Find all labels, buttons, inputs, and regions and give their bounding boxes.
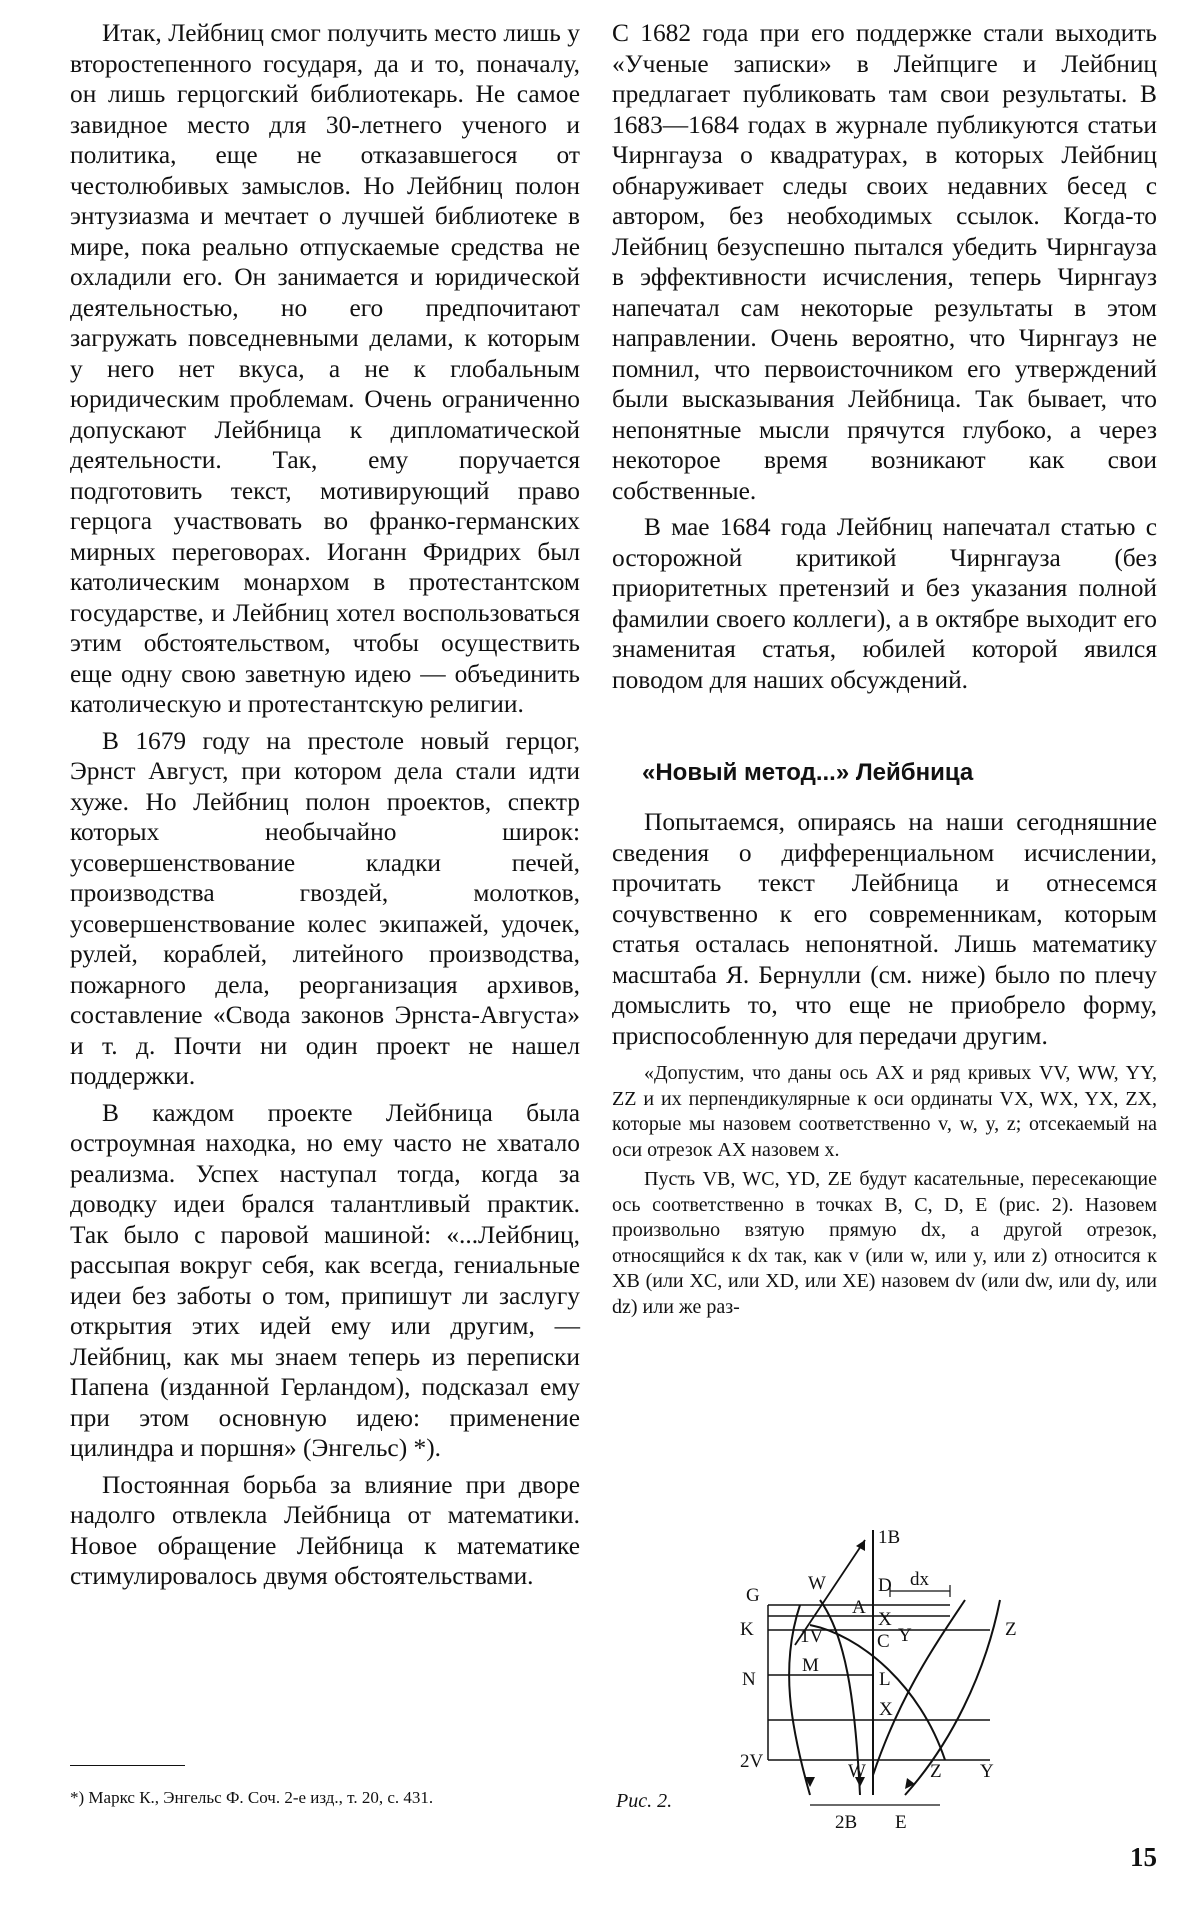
label-dx: dx	[910, 1569, 929, 1590]
footnote: *) Маркс К., Энгельс Ф. Соч. 2-е изд., т. 20, с. 431.	[70, 1788, 434, 1807]
label-w: W	[808, 1573, 826, 1594]
page-number: 15	[1130, 1842, 1157, 1872]
label-g: G	[746, 1585, 760, 1606]
label-l: L	[879, 1669, 891, 1690]
figure-2-diagram	[740, 1525, 1045, 1845]
label-z2: Z	[930, 1761, 942, 1782]
quote-paragraph: «Допустим, что даны ось AX и ряд кривых VV, WW, YY, ZZ и их перпендикулярные к оси ординаты VX, WX, YX, ZX, которые мы назовем соответственно v, w, y, z; отсекаемый на оси отрезок AX назовем x.	[612, 1062, 1157, 1161]
label-e: E	[895, 1812, 907, 1833]
section-heading: «Новый метод...» Лейбница	[642, 759, 974, 786]
figure-caption: Рис. 2.	[616, 1790, 673, 1812]
label-d: D	[878, 1575, 892, 1596]
label-m: M	[802, 1655, 819, 1676]
body-paragraph: В мае 1684 года Лейбниц напечатал статью с осторожной критикой Чирнгауза (без приоритетных претензий и без указания полной фамилии своего коллеги), а в октябре выходит его знаменитая статья, юбилей которой явился поводом для наших обсуждений.	[612, 513, 1157, 694]
label-k: K	[740, 1619, 754, 1640]
label-2v: 2V	[740, 1751, 764, 1772]
arrow-head	[856, 1540, 865, 1551]
label-x1: X	[878, 1609, 892, 1630]
body-paragraph: В 1679 году на престоле новый герцог, Эрнст Август, при котором дела стали идти хуже. Но Лейбниц полон проектов, спектр которых необычайно широк: усовершенствование кладки печей, производства гвоздей, молотков, усовершенствование колес экипажей, удочек, рулей, кораблей, литейного производства, пожарного дела, реорганизация архивов, составление «Свода законов Эрнста-Августа» и т. д. Почти ни один проект не нашел поддержки.	[70, 726, 580, 1090]
body-paragraph: С 1682 года при его поддержке стали выходить «Ученые записки» в Лейпциге и Лейбниц предлагает публиковать там свои результаты. В 1683—1684 годах в журнале публикуются статьи Чирнгауза о квадратурах, в которых Лейбниц обнаруживает следы своих недавних бесед с автором, без необходимых ссылок. Когда-то Лейбниц безуспешно пытался убедить Чирнгауза в эффективности исчисления, теперь Чирнгауз напечатал сам некоторые результаты в этом направлении. Очень вероятно, что Чирнгауз не помнил, что первоисточником его утверждений были высказывания Лейбница. Так бывает, что непонятные мысли прячутся глубоко, а через некоторое время возникают как свои собственные.	[612, 19, 1157, 505]
body-paragraph: В каждом проекте Лейбница была остроумная находка, но ему часто не хватало реализма. Успех наступал тогда, когда за доводку идеи брался талантливый практик. Так было с паровой машиной: «...Лейбниц, рассыпая вокруг себя, как всегда, гениальные идеи без заботы о том, припишут ли заслугу открытия этих идей ему или другим, — Лейбниц, как мы знаем теперь из переписки Папена (изданной Герландом), подсказал ему при этом основную идею: применение цилиндра и поршня» (Энгельс) *).	[70, 1098, 580, 1462]
body-paragraph: Итак, Лейбниц смог получить место лишь у второстепенного государя, да и то, поначалу, он лишь герцогский библиотекарь. Не самое завидное место для 30-летнего ученого и политика, еще не отказавшегося от честолюбивых замыслов. Но Лейбниц полон энтузиазма и мечтает о лучшей библиотеке в мире, пока реально отпускаемые средства не охладили его. Он занимается и юридической деятельностью, но его предпочитают загружать повседневными делами, к которым у него нет вкуса, а не к глобальным юридическим проблемам. Очень ограниченно допускают Лейбница к дипломатической деятельности. Так, ему поручается подготовить текст, мотивирующий право герцога участвовать во франко-германских мирных переговорах. Иоганн Фридрих был католическим монархом в протестантском государстве, и Лейбниц хотел воспользоваться этим обстоятельством, чтобы осуществить еще одну свою заветную идею — объединить католическую и протестантскую религии.	[70, 19, 580, 718]
left-column	[70, 18, 580, 1592]
label-n: N	[742, 1669, 756, 1690]
body-paragraph: Постоянная борьба за влияние при дворе надолго отвлекла Лейбница от математики. Новое обращение Лейбница к математике стимулировалось двумя обстоятельствами.	[70, 1470, 580, 1590]
right-column	[612, 18, 1157, 1320]
label-a: A	[852, 1597, 866, 1618]
tangent-curves-diagram	[740, 1525, 1045, 1845]
label-y2: Y	[980, 1761, 994, 1782]
label-x2: X	[879, 1699, 893, 1720]
label-w2: W	[848, 1761, 866, 1782]
label-2b: 2B	[835, 1812, 858, 1833]
footnote-rule	[70, 1765, 185, 1766]
section-paragraph: Попытаемся, опираясь на наши сегодняшние сведения о дифференциальном исчислении, прочитать текст Лейбница и отнесемся сочувственно к его современникам, которым статья осталась непонятной. Лишь математику масштаба Я. Бернулли (см. ниже) было по плечу домыслить то, что еще не приобрело форму, приспособленную для передачи другим.	[612, 808, 1157, 1050]
label-y1: Y	[898, 1625, 912, 1646]
label-z1: Z	[1005, 1619, 1017, 1640]
quote-paragraph: Пусть VB, WC, YD, ZE будут касательные, пересекающие ось соответственно в точках B, C, D, E (рис. 2). Назовем произвольно взятую прямую dx, а другой отрезок, относящийся к dx так, как v (или w, или y, или z) относится к XB (или XC, или XD, или XE) назовем dv (или dw, или dy, или dz) или же раз-	[612, 1168, 1157, 1318]
arrow-head	[905, 1778, 915, 1789]
label-c: C	[877, 1631, 890, 1652]
label-1b: 1B	[878, 1527, 901, 1548]
label-1v: 1V	[800, 1626, 824, 1647]
